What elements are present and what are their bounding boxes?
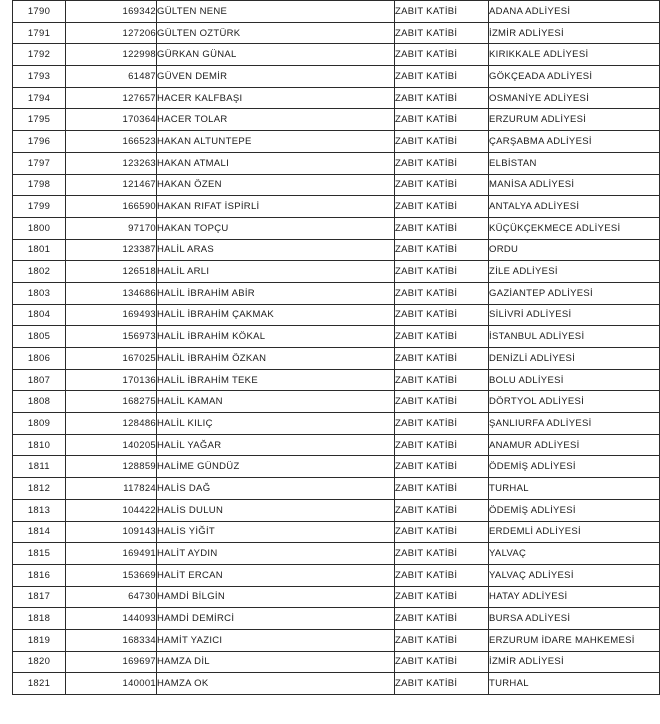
job-title-cell: ZABIT KATİBİ <box>395 304 489 326</box>
registry-number-cell: 127206 <box>66 22 157 44</box>
registry-number-cell: 166590 <box>66 196 157 218</box>
row-number-cell: 1798 <box>13 174 66 196</box>
full-name-cell: HALİL KAMAN <box>157 391 395 413</box>
registry-number-cell: 167025 <box>66 348 157 370</box>
row-number-cell: 1802 <box>13 261 66 283</box>
courthouse-cell: ERZURUM ADLİYESİ <box>489 109 660 131</box>
row-number-cell: 1801 <box>13 239 66 261</box>
courthouse-cell: BOLU ADLİYESİ <box>489 369 660 391</box>
full-name-cell: HALİT ERCAN <box>157 564 395 586</box>
courthouse-cell: ANAMUR ADLİYESİ <box>489 434 660 456</box>
row-number-cell: 1820 <box>13 651 66 673</box>
registry-number-cell: 109143 <box>66 521 157 543</box>
job-title-cell: ZABIT KATİBİ <box>395 261 489 283</box>
registry-number-cell: 156973 <box>66 326 157 348</box>
table-row <box>13 478 660 500</box>
table-row <box>13 261 660 283</box>
personnel-table <box>12 0 660 695</box>
table-row <box>13 152 660 174</box>
job-title-cell: ZABIT KATİBİ <box>395 87 489 109</box>
row-number-cell: 1815 <box>13 543 66 565</box>
full-name-cell: HAKAN ATMALI <box>157 152 395 174</box>
registry-number-cell: 127657 <box>66 87 157 109</box>
table-row <box>13 239 660 261</box>
courthouse-cell: ÖDEMİŞ ADLİYESİ <box>489 499 660 521</box>
row-number-cell: 1791 <box>13 22 66 44</box>
table-row <box>13 282 660 304</box>
row-number-cell: 1792 <box>13 44 66 66</box>
row-number-cell: 1796 <box>13 131 66 153</box>
job-title-cell: ZABIT KATİBİ <box>395 131 489 153</box>
courthouse-cell: GAZİANTEP ADLİYESİ <box>489 282 660 304</box>
full-name-cell: HAKAN ÖZEN <box>157 174 395 196</box>
job-title-cell: ZABIT KATİBİ <box>395 651 489 673</box>
job-title-cell: ZABIT KATİBİ <box>395 543 489 565</box>
full-name-cell: HALİS DAĞ <box>157 478 395 500</box>
courthouse-cell: SİLİVRİ ADLİYESİ <box>489 304 660 326</box>
full-name-cell: HAKAN ALTUNTEPE <box>157 131 395 153</box>
table-row <box>13 109 660 131</box>
full-name-cell: HALİL KILIÇ <box>157 413 395 435</box>
row-number-cell: 1809 <box>13 413 66 435</box>
registry-number-cell: 97170 <box>66 217 157 239</box>
table-row <box>13 1 660 23</box>
job-title-cell: ZABIT KATİBİ <box>395 629 489 651</box>
job-title-cell: ZABIT KATİBİ <box>395 44 489 66</box>
full-name-cell: HALİL ARAS <box>157 239 395 261</box>
full-name-cell: HAKAN RIFAT İSPİRLİ <box>157 196 395 218</box>
table-row <box>13 44 660 66</box>
job-title-cell: ZABIT KATİBİ <box>395 348 489 370</box>
registry-number-cell: 134686 <box>66 282 157 304</box>
courthouse-cell: TURHAL <box>489 478 660 500</box>
table-row <box>13 348 660 370</box>
registry-number-cell: 170364 <box>66 109 157 131</box>
row-number-cell: 1799 <box>13 196 66 218</box>
registry-number-cell: 170136 <box>66 369 157 391</box>
full-name-cell: GÜLTEN OZTÜRK <box>157 22 395 44</box>
full-name-cell: HACER TOLAR <box>157 109 395 131</box>
table-row <box>13 564 660 586</box>
courthouse-cell: OSMANİYE ADLİYESİ <box>489 87 660 109</box>
table-row <box>13 391 660 413</box>
job-title-cell: ZABIT KATİBİ <box>395 564 489 586</box>
full-name-cell: HAKAN TOPÇU <box>157 217 395 239</box>
courthouse-cell: TURHAL <box>489 673 660 695</box>
courthouse-cell: DENİZLİ ADLİYESİ <box>489 348 660 370</box>
registry-number-cell: 121467 <box>66 174 157 196</box>
registry-number-cell: 140205 <box>66 434 157 456</box>
table-row <box>13 651 660 673</box>
job-title-cell: ZABIT KATİBİ <box>395 456 489 478</box>
courthouse-cell: İZMİR ADLİYESİ <box>489 651 660 673</box>
table-row <box>13 174 660 196</box>
registry-number-cell: 117824 <box>66 478 157 500</box>
courthouse-cell: ELBİSTAN <box>489 152 660 174</box>
full-name-cell: GÜRKAN GÜNAL <box>157 44 395 66</box>
full-name-cell: HALİS YİĞİT <box>157 521 395 543</box>
row-number-cell: 1790 <box>13 1 66 23</box>
full-name-cell: HALİL İBRAHİM TEKE <box>157 369 395 391</box>
full-name-cell: HALİT AYDIN <box>157 543 395 565</box>
row-number-cell: 1816 <box>13 564 66 586</box>
job-title-cell: ZABIT KATİBİ <box>395 608 489 630</box>
row-number-cell: 1818 <box>13 608 66 630</box>
full-name-cell: HALİL YAĞAR <box>157 434 395 456</box>
courthouse-cell: KIRIKKALE ADLİYESİ <box>489 44 660 66</box>
row-number-cell: 1821 <box>13 673 66 695</box>
job-title-cell: ZABIT KATİBİ <box>395 434 489 456</box>
full-name-cell: HAMZA DİL <box>157 651 395 673</box>
row-number-cell: 1795 <box>13 109 66 131</box>
table-row <box>13 131 660 153</box>
job-title-cell: ZABIT KATİBİ <box>395 152 489 174</box>
full-name-cell: HAMİT YAZICI <box>157 629 395 651</box>
job-title-cell: ZABIT KATİBİ <box>395 174 489 196</box>
courthouse-cell: İSTANBUL ADLİYESİ <box>489 326 660 348</box>
row-number-cell: 1800 <box>13 217 66 239</box>
table-row <box>13 499 660 521</box>
job-title-cell: ZABIT KATİBİ <box>395 282 489 304</box>
row-number-cell: 1817 <box>13 586 66 608</box>
full-name-cell: GÜVEN DEMİR <box>157 66 395 88</box>
job-title-cell: ZABIT KATİBİ <box>395 499 489 521</box>
table-row <box>13 456 660 478</box>
row-number-cell: 1807 <box>13 369 66 391</box>
job-title-cell: ZABIT KATİBİ <box>395 196 489 218</box>
courthouse-cell: ŞANLIURFA ADLİYESİ <box>489 413 660 435</box>
full-name-cell: HAMDİ DEMİRCİ <box>157 608 395 630</box>
row-number-cell: 1811 <box>13 456 66 478</box>
full-name-cell: HALİL İBRAHİM ÇAKMAK <box>157 304 395 326</box>
registry-number-cell: 126518 <box>66 261 157 283</box>
job-title-cell: ZABIT KATİBİ <box>395 239 489 261</box>
table-row <box>13 673 660 695</box>
job-title-cell: ZABIT KATİBİ <box>395 66 489 88</box>
table-row <box>13 217 660 239</box>
row-number-cell: 1797 <box>13 152 66 174</box>
row-number-cell: 1808 <box>13 391 66 413</box>
row-number-cell: 1814 <box>13 521 66 543</box>
row-number-cell: 1804 <box>13 304 66 326</box>
row-number-cell: 1805 <box>13 326 66 348</box>
courthouse-cell: ÇARŞABMA ADLİYESİ <box>489 131 660 153</box>
registry-number-cell: 122998 <box>66 44 157 66</box>
registry-number-cell: 169491 <box>66 543 157 565</box>
courthouse-cell: YALVAÇ ADLİYESİ <box>489 564 660 586</box>
row-number-cell: 1806 <box>13 348 66 370</box>
row-number-cell: 1819 <box>13 629 66 651</box>
personnel-table-body <box>13 1 660 695</box>
full-name-cell: HALİL İBRAHİM KÖKAL <box>157 326 395 348</box>
job-title-cell: ZABIT KATİBİ <box>395 586 489 608</box>
courthouse-cell: ÖDEMİŞ ADLİYESİ <box>489 456 660 478</box>
registry-number-cell: 140001 <box>66 673 157 695</box>
row-number-cell: 1803 <box>13 282 66 304</box>
row-number-cell: 1813 <box>13 499 66 521</box>
row-number-cell: 1812 <box>13 478 66 500</box>
courthouse-cell: ERZURUM İDARE MAHKEMESİ <box>489 629 660 651</box>
registry-number-cell: 128859 <box>66 456 157 478</box>
courthouse-cell: MANİSA ADLİYESİ <box>489 174 660 196</box>
table-row <box>13 196 660 218</box>
job-title-cell: ZABIT KATİBİ <box>395 109 489 131</box>
courthouse-cell: ANTALYA ADLİYESİ <box>489 196 660 218</box>
job-title-cell: ZABIT KATİBİ <box>395 478 489 500</box>
registry-number-cell: 169342 <box>66 1 157 23</box>
table-row <box>13 543 660 565</box>
table-row <box>13 87 660 109</box>
job-title-cell: ZABIT KATİBİ <box>395 391 489 413</box>
registry-number-cell: 123387 <box>66 239 157 261</box>
full-name-cell: HAMDİ BİLGİN <box>157 586 395 608</box>
row-number-cell: 1810 <box>13 434 66 456</box>
courthouse-cell: YALVAÇ <box>489 543 660 565</box>
full-name-cell: HALİL İBRAHİM ABİR <box>157 282 395 304</box>
full-name-cell: HALİL İBRAHİM ÖZKAN <box>157 348 395 370</box>
full-name-cell: HALİS DULUN <box>157 499 395 521</box>
registry-number-cell: 144093 <box>66 608 157 630</box>
row-number-cell: 1794 <box>13 87 66 109</box>
full-name-cell: HALİME GÜNDÜZ <box>157 456 395 478</box>
courthouse-cell: GÖKÇEADA ADLİYESİ <box>489 66 660 88</box>
courthouse-cell: ORDU <box>489 239 660 261</box>
table-row <box>13 434 660 456</box>
registry-number-cell: 128486 <box>66 413 157 435</box>
registry-number-cell: 153669 <box>66 564 157 586</box>
table-row <box>13 629 660 651</box>
registry-number-cell: 166523 <box>66 131 157 153</box>
registry-number-cell: 169493 <box>66 304 157 326</box>
job-title-cell: ZABIT KATİBİ <box>395 521 489 543</box>
courthouse-cell: ERDEMLİ ADLİYESİ <box>489 521 660 543</box>
registry-number-cell: 64730 <box>66 586 157 608</box>
table-row <box>13 369 660 391</box>
registry-number-cell: 168334 <box>66 629 157 651</box>
job-title-cell: ZABIT KATİBİ <box>395 326 489 348</box>
courthouse-cell: ZİLE ADLİYESİ <box>489 261 660 283</box>
job-title-cell: ZABIT KATİBİ <box>395 217 489 239</box>
job-title-cell: ZABIT KATİBİ <box>395 673 489 695</box>
registry-number-cell: 104422 <box>66 499 157 521</box>
table-row <box>13 326 660 348</box>
registry-number-cell: 169697 <box>66 651 157 673</box>
registry-number-cell: 61487 <box>66 66 157 88</box>
job-title-cell: ZABIT KATİBİ <box>395 1 489 23</box>
courthouse-cell: BURSA ADLİYESİ <box>489 608 660 630</box>
table-row <box>13 304 660 326</box>
courthouse-cell: KÜÇÜKÇEKMECE ADLİYESİ <box>489 217 660 239</box>
job-title-cell: ZABIT KATİBİ <box>395 413 489 435</box>
row-number-cell: 1793 <box>13 66 66 88</box>
job-title-cell: ZABIT KATİBİ <box>395 22 489 44</box>
table-row <box>13 521 660 543</box>
table-row <box>13 413 660 435</box>
registry-number-cell: 123263 <box>66 152 157 174</box>
courthouse-cell: HATAY ADLİYESİ <box>489 586 660 608</box>
full-name-cell: GÜLTEN NENE <box>157 1 395 23</box>
full-name-cell: HALİL ARLI <box>157 261 395 283</box>
courthouse-cell: ADANA ADLİYESİ <box>489 1 660 23</box>
table-row <box>13 608 660 630</box>
table-row <box>13 66 660 88</box>
full-name-cell: HACER KALFBAŞI <box>157 87 395 109</box>
table-row <box>13 22 660 44</box>
courthouse-cell: İZMİR ADLİYESİ <box>489 22 660 44</box>
table-row <box>13 586 660 608</box>
full-name-cell: HAMZA OK <box>157 673 395 695</box>
courthouse-cell: DÖRTYOL ADLİYESİ <box>489 391 660 413</box>
job-title-cell: ZABIT KATİBİ <box>395 369 489 391</box>
registry-number-cell: 168275 <box>66 391 157 413</box>
